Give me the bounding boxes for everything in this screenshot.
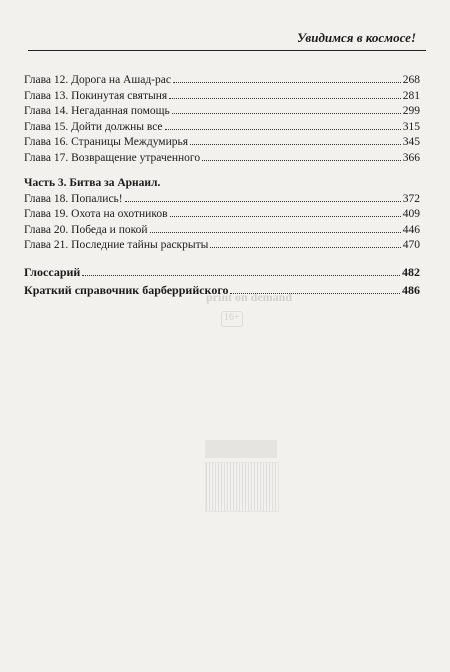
toc-leader-dots (82, 275, 400, 276)
toc-entry-title: Глава 15. Дойти должны все (24, 120, 163, 133)
toc-entry-page: 268 (402, 74, 420, 86)
running-header (0, 0, 450, 60)
toc-entry-title: Глоссарий (24, 264, 81, 279)
bleed-age-badge (221, 311, 243, 327)
toc-entry-page: 345 (402, 136, 420, 148)
toc-entry (24, 136, 420, 152)
appendix-list (24, 265, 420, 301)
bleed-barcode (205, 462, 279, 512)
running-header-title: Увидимся в космосе! (296, 30, 416, 45)
toc-entry-page: 299 (402, 105, 420, 117)
toc-entry-page: 372 (402, 192, 420, 205)
toc-entry-title: Краткий справочник барберрийского (24, 282, 229, 297)
toc-entry (24, 152, 420, 168)
toc-entry (24, 105, 420, 121)
toc-entry (24, 193, 420, 209)
toc-entry-page: 486 (402, 282, 420, 297)
toc-entry-title: Глава 21. Последние тайны раскрыты (24, 239, 209, 251)
toc-entry-page: 409 (402, 208, 420, 220)
header-rule (28, 50, 426, 51)
bleed-print-on-demand: print on demand (206, 290, 293, 304)
toc-entry (24, 208, 420, 224)
toc-entry-title: Глава 18. Попались! (24, 192, 123, 205)
toc-entry-title: Глава 20. Победа и покой (24, 223, 148, 236)
part2-chapter-list (24, 74, 420, 167)
toc-entry-page: 482 (402, 264, 420, 279)
toc-entry-page: 470 (402, 239, 420, 251)
toc-entry (24, 265, 420, 283)
toc-leader-dots (173, 82, 401, 83)
toc-leader-dots (125, 201, 401, 202)
toc-entry-title: Глава 12. Дорога на Ашад-рас (24, 74, 171, 86)
toc-entry (24, 283, 420, 301)
toc-entry (24, 121, 420, 137)
bleed-barcode-label (205, 440, 277, 458)
toc-leader-dots (210, 247, 400, 248)
toc-entry-title: Глава 14. Негаданная помощь (24, 105, 170, 117)
toc-leader-dots (170, 216, 401, 217)
toc-entry (24, 224, 420, 240)
toc-leader-dots (202, 160, 401, 161)
toc-entry (24, 90, 420, 106)
toc-leader-dots (190, 144, 401, 145)
toc-entry-title: Глава 19. Охота на охотников (24, 208, 168, 220)
toc-entry-page: 366 (402, 151, 420, 164)
toc-leader-dots (165, 129, 401, 130)
toc-leader-dots (169, 98, 401, 99)
bleed-age-rating: 16+ (224, 312, 240, 323)
toc-leader-dots (172, 113, 401, 114)
toc-entry (24, 239, 420, 255)
toc-entry-title: Глава 16. Страницы Междумирья (24, 136, 189, 148)
toc-entry (24, 74, 420, 90)
toc-entry-title: Глава 17. Возвращение утраченного (24, 151, 201, 164)
toc-entry-page: 315 (402, 120, 420, 133)
toc-entry-title: Глава 13. Покинутая святыня (24, 89, 168, 102)
part3-heading: Часть 3. Битва за Арнаил. (24, 177, 161, 189)
toc-leader-dots (150, 232, 401, 233)
toc-entry-page: 281 (402, 89, 420, 102)
part3-chapter-list (24, 193, 420, 255)
toc-leader-dots (230, 293, 400, 294)
toc-entry-page: 446 (402, 223, 420, 236)
table-of-contents (24, 74, 420, 301)
